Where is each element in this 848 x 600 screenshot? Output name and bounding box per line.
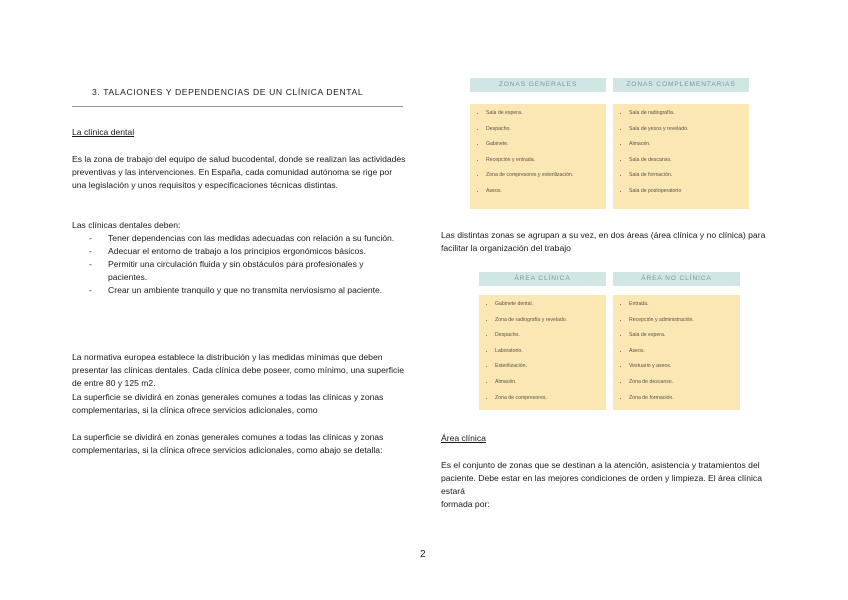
list-item: • Laboratorio. xyxy=(495,348,606,354)
list-item: • Esterilización. xyxy=(495,363,606,369)
zonas-complementarias-body xyxy=(613,104,749,209)
zonas-generales-box xyxy=(470,78,606,209)
zonas-complementarias-header: ZONAS COMPLEMENTARIAS xyxy=(613,78,749,92)
list-item: - Permitir una circulación fluida y sin obstáculos para profesionales y pacientes. xyxy=(72,258,404,284)
list-item: • Zona de formación. xyxy=(629,395,740,401)
deben-intro: Las clínicas dentales deben: xyxy=(72,220,181,230)
list-item: • Sala de espera. xyxy=(486,110,606,116)
page-number: 2 xyxy=(420,549,426,560)
requirements-list xyxy=(72,232,404,297)
clinica-dental-title: La clínica dental xyxy=(72,127,135,137)
list-item: • Sala de yesos y revelado. xyxy=(629,126,749,132)
list-item: • Despacho. xyxy=(486,126,606,132)
area-clinica-box xyxy=(479,272,606,410)
list-item: • Gabinete dental. xyxy=(495,301,606,307)
area-no-clinica-body xyxy=(613,295,740,410)
list-item: • Zona de radiografía y revelado. xyxy=(495,317,606,323)
list-item: • Gabinete. xyxy=(486,141,606,147)
paragraph-superficie-2: La superficie se dividirá en zonas generales comunes a todas las clínicas y zonas complementarias, si la clínica ofrece servicios adicionales, como abajo se detalla: xyxy=(72,432,384,455)
list-item: • Aseos. xyxy=(629,348,740,354)
list-item: • Sala de descanso. xyxy=(629,157,749,163)
list-item: • Zona de compresores. xyxy=(495,395,606,401)
list-item: • Recepción y entrada. xyxy=(486,157,606,163)
list-item: • Despacho. xyxy=(495,332,606,338)
list-item: • Recepción y administración. xyxy=(629,317,740,323)
list-item: • Sala de radiografía. xyxy=(629,110,749,116)
list-item: - Tener dependencias con las medidas adecuadas con relación a su función. xyxy=(72,232,404,245)
paragraph-formada: formada por: xyxy=(441,499,490,509)
list-item: • Aseos. xyxy=(486,188,606,194)
area-clinica-title: Área clínica xyxy=(441,433,486,443)
area-no-clinica-box xyxy=(613,272,740,410)
list-item: - Crear un ambiente tranquilo y que no transmita nerviosismo al paciente. xyxy=(72,284,404,297)
list-item: • Almacén. xyxy=(495,379,606,385)
zonas-complementarias-box xyxy=(613,78,749,209)
area-clinica-header: ÁREA CLÍNICA xyxy=(479,272,606,286)
list-item: • Sala de espera. xyxy=(629,332,740,338)
paragraph-definition: Es la zona de trabajo del equipo de salud bucodental, donde se realizan las actividades preventivas y las intervenciones. En España, cada comunidad autónoma se rige por una legislación y unos requisitos y especificaciones técnicas distintas. xyxy=(72,154,406,190)
heading-divider xyxy=(72,106,403,107)
list-item: • Zona de descanso. xyxy=(629,379,740,385)
section-heading: 3. TALACIONES Y DEPENDENCIAS DE UN CLÍNICA DENTAL xyxy=(92,87,364,97)
list-item: • Vestuario y aseos. xyxy=(629,363,740,369)
list-item: - Adecuar el entorno de trabajo a los principios ergonómicos básicos. xyxy=(72,245,404,258)
list-item: • Entrada. xyxy=(629,301,740,307)
paragraph-superficie-1: La superficie se dividirá en zonas generales comunes a todas las clínicas y zonas complementarias, si la clínica ofrece servicios adicionales, como xyxy=(72,392,384,415)
zonas-generales-header: ZONAS GENERALES xyxy=(470,78,606,92)
list-item: • Zona de compresores y esterilización. xyxy=(486,172,606,178)
paragraph-area-clinica: Es el conjunto de zonas que se destinan a la atención, asistencia y tratamientos del paciente. Debe estar en las mejores condiciones de orden y limpieza. El área clínica estará xyxy=(441,460,763,496)
list-item: • Sala de postoperatorio xyxy=(629,188,749,194)
list-item: • Sala de formación. xyxy=(629,172,749,178)
zonas-generales-body xyxy=(470,104,606,209)
area-clinica-body xyxy=(479,295,606,410)
paragraph-normativa: La normativa europea establece la distribución y las medidas mínimas que deben presentar las clínicas dentales. Cada clínica debe poseer, como mínimo, una superficie de entre 80 y 125 m2. xyxy=(72,352,404,388)
paragraph-agrupan: Las distintas zonas se agrupan a su vez, en dos áreas (área clínica y no clínica) para facilitar la organización del trabajo xyxy=(441,230,766,253)
area-no-clinica-header: ÁREA NO CLÍNICA xyxy=(613,272,740,286)
list-item: • Almacén. xyxy=(629,141,749,147)
